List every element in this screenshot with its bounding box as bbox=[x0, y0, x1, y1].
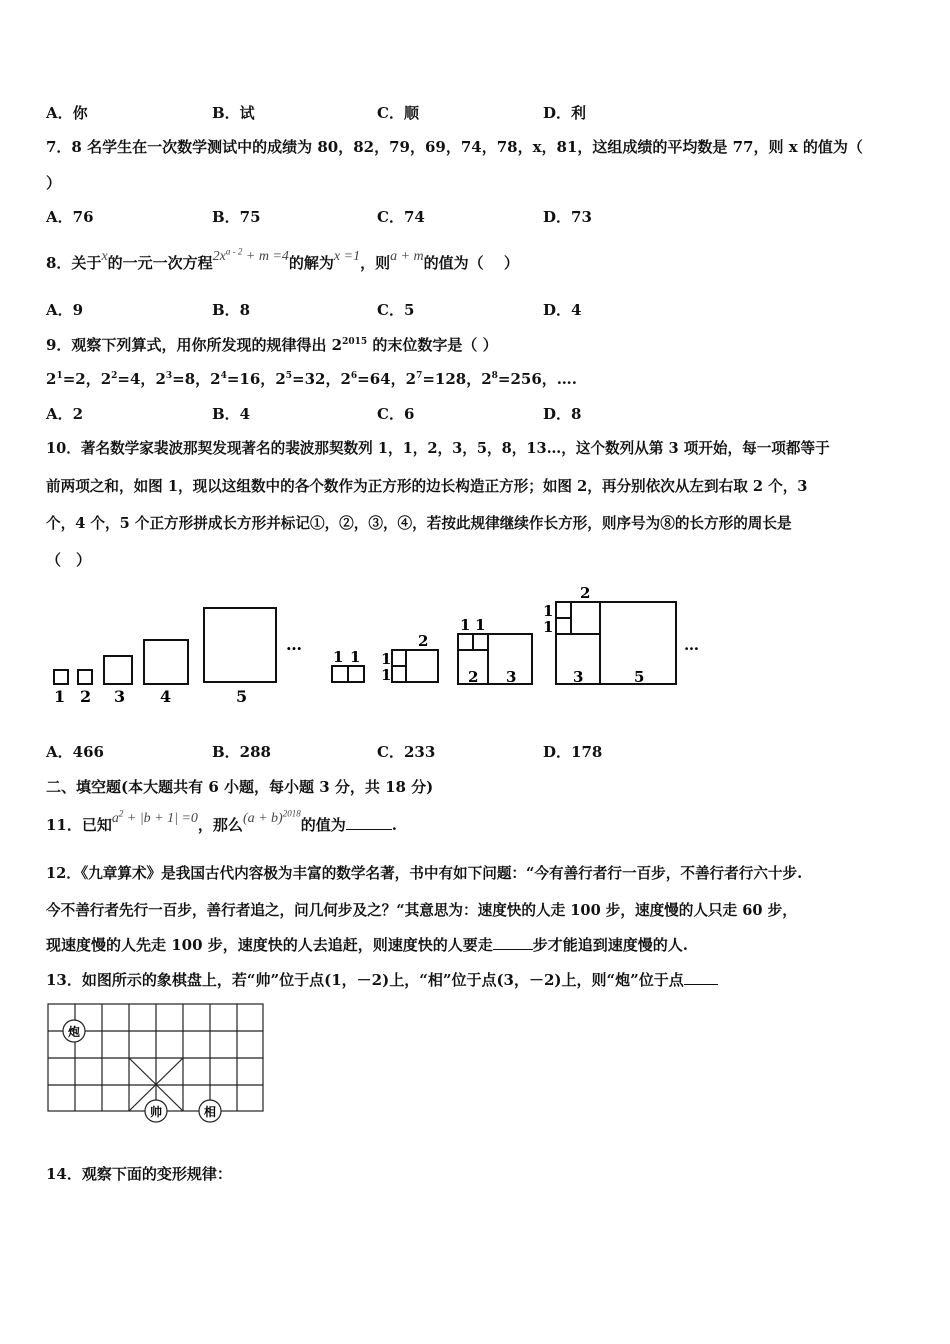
piece-xiang[interactable] bbox=[199, 1100, 221, 1122]
q8-math-x: x bbox=[101, 249, 108, 264]
fig2-label: 3 bbox=[506, 668, 517, 686]
q11-math-condition: $a^2 + |b + 1| =0$ bbox=[111, 808, 198, 826]
svg-text:帅: 帅 bbox=[149, 1105, 163, 1119]
q7-option-d[interactable]: D．73 bbox=[543, 208, 592, 226]
fig1-label: 3 bbox=[114, 687, 126, 706]
fig2-label: 2 bbox=[418, 632, 429, 650]
q14-stem: 14．观察下面的变形规律： bbox=[46, 1165, 232, 1183]
q6-option-b[interactable]: B．试 bbox=[212, 104, 255, 122]
square-2 bbox=[104, 656, 132, 684]
q8-text-4: ，则 bbox=[360, 254, 391, 272]
square-1 bbox=[54, 670, 68, 684]
fig2-label: 5 bbox=[634, 668, 645, 686]
q10-stem-line4: （ ） bbox=[46, 551, 92, 569]
q8-stem bbox=[46, 246, 519, 273]
q9-sequence bbox=[46, 368, 577, 389]
q8-math-sum: a + m bbox=[390, 249, 424, 264]
fig1-label: 2 bbox=[80, 687, 92, 706]
rect-1 bbox=[332, 666, 364, 682]
fig2-ellipsis: … bbox=[684, 636, 699, 654]
q7-option-b[interactable]: B．75 bbox=[212, 208, 261, 226]
q8-math-equation: $2x^{a - 2} + m =4$ bbox=[212, 246, 289, 264]
fig2-label: 1 bbox=[543, 618, 554, 636]
q6-option-c[interactable]: C．顺 bbox=[377, 104, 419, 122]
square-5 bbox=[204, 608, 276, 682]
q9-option-c[interactable]: C．6 bbox=[377, 405, 415, 423]
q13-answer-blank[interactable] bbox=[684, 972, 718, 985]
section-title: 二、填空题(本大题共有 6 小题，每小题 3 分，共 18 分) bbox=[46, 778, 434, 796]
fig2-label: 2 bbox=[580, 584, 591, 602]
fig1-label: 1 bbox=[54, 687, 66, 706]
q9-seq-item: $2^7=128$， bbox=[405, 370, 482, 388]
q9-seq-item: $2^8=256$，…. bbox=[481, 370, 578, 388]
q9-seq-item: $2^4=16$， bbox=[210, 370, 276, 388]
q8-text-3: 的解为 bbox=[288, 254, 334, 272]
q9-option-b[interactable]: B．4 bbox=[212, 405, 251, 423]
q8-option-c[interactable]: C．5 bbox=[377, 301, 415, 319]
q8-option-a[interactable]: A．9 bbox=[46, 301, 84, 319]
fig2-label: 1 bbox=[543, 602, 554, 620]
q11-math-expression: $(a + b)^{2018}$ bbox=[242, 808, 301, 826]
q9-seq-item: $2^6=64$， bbox=[340, 370, 406, 388]
q11-answer-blank[interactable] bbox=[346, 817, 392, 830]
q10-option-b[interactable]: B．288 bbox=[212, 743, 271, 761]
q9-seq-item: $2^1=2$， bbox=[46, 370, 101, 388]
q9-seq-item: $2^2=4$， bbox=[100, 370, 156, 388]
q9-exponent: 2015 bbox=[342, 337, 368, 347]
fig2-label: 1 bbox=[333, 648, 344, 666]
q12-stem-line3: 现速度慢的人先走 100 步，速度快的人去追赶，则速度快的人要走 步才能追到速度慢的人. bbox=[46, 936, 688, 954]
q10-stem-line2: 前两项之和，如图 1，现以这组数中的各个数作为正方形的边长构造正方形；如图 2，再分别依次从左到右取 2 个，3 bbox=[46, 478, 808, 495]
q9-stem: 9．观察下列算式，用你所发现的规律得出 $2^{2015}$ 的末位数字是（ ） bbox=[46, 336, 498, 354]
fig2-label: 1 bbox=[381, 650, 392, 668]
q9-option-d[interactable]: D．8 bbox=[543, 405, 582, 423]
figure1-squares bbox=[54, 608, 276, 684]
q7-option-a[interactable]: A．76 bbox=[46, 208, 94, 226]
fig2-label: 1 bbox=[381, 666, 392, 684]
q12-answer-blank[interactable] bbox=[493, 937, 533, 950]
q7-option-c[interactable]: C．74 bbox=[377, 208, 425, 226]
q8-math-solution: x =1 bbox=[333, 249, 361, 264]
q7-stem-line1: 7．8 名学生在一次数学测试中的成绩为 80，82，79，69，74，78，x，81，这组成绩的平均数是 77，则 x 的值为（ bbox=[46, 138, 863, 156]
q8-text-1: 8．关于 bbox=[46, 254, 102, 272]
fig1-ellipsis: … bbox=[286, 635, 302, 654]
q11-stem: 11．已知$a^2 + |b + 1| =0$，那么$(a + b)^{2018}$的值为 . bbox=[46, 808, 397, 834]
piece-pao[interactable] bbox=[63, 1020, 85, 1042]
square-3 bbox=[144, 640, 188, 684]
fibonacci-figure bbox=[40, 578, 720, 710]
fig2-label: 1 bbox=[460, 616, 471, 634]
q12-stem-line1: 12．《九章算术》是我国古代内容极为丰富的数学名著，书中有如下问题：“今有善行者行一百步，不善行者行六十步. bbox=[46, 865, 803, 882]
q6-option-d[interactable]: D．利 bbox=[543, 104, 587, 122]
q8-text-5: 的值为（ ） bbox=[423, 254, 519, 272]
chessboard-figure bbox=[40, 998, 276, 1128]
q10-stem-line1: 10．著名数学家裴波那契发现著名的裴波那契数列 1，1，2，3，5，8，13…，这个数列从第 3 项开始，每一项都等于 bbox=[46, 440, 830, 457]
fig2-label: 1 bbox=[475, 616, 486, 634]
fig2-label: 1 bbox=[350, 648, 361, 666]
q9-option-a[interactable]: A．2 bbox=[46, 405, 84, 423]
rect-2 bbox=[392, 650, 438, 682]
q10-option-a[interactable]: A．466 bbox=[46, 743, 104, 761]
q10-option-d[interactable]: D．178 bbox=[543, 743, 603, 761]
q8-option-d[interactable]: D．4 bbox=[543, 301, 582, 319]
fig1-label: 5 bbox=[236, 687, 248, 706]
q8-text-2: 的一元一次方程 bbox=[107, 254, 213, 272]
q12-stem-line2: 今不善行者先行一百步，善行者追之，问几何步及之？“其意思为：速度快的人走 100 步，速度慢的人只走 60 步， bbox=[46, 902, 797, 919]
fig2-label: 2 bbox=[468, 668, 479, 686]
q6-option-a[interactable]: A．你 bbox=[46, 104, 88, 122]
q10-stem-line3: 个，4 个，5 个正方形拼成长方形并标记①，②，③，④，若按此规律继续作长方形，则序号为⑧的长方形的周长是 bbox=[46, 515, 792, 532]
q9-seq-item: $2^5=32$， bbox=[275, 370, 341, 388]
svg-text:相: 相 bbox=[203, 1105, 217, 1119]
fig1-label: 4 bbox=[160, 687, 172, 706]
fig2-label: 3 bbox=[573, 668, 584, 686]
q9-seq-item: $2^3=8$， bbox=[155, 370, 211, 388]
q8-option-b[interactable]: B．8 bbox=[212, 301, 251, 319]
q7-stem-line2: ） bbox=[46, 174, 62, 192]
svg-text:炮: 炮 bbox=[67, 1025, 81, 1039]
square-1b bbox=[78, 670, 92, 684]
q10-option-c[interactable]: C．233 bbox=[377, 743, 436, 761]
q13-stem: 13．如图所示的象棋盘上，若“帅”位于点(1，－2)上，“相”位于点(3，－2)上，则“炮”位于点 bbox=[46, 969, 718, 990]
piece-shuai[interactable] bbox=[145, 1100, 167, 1122]
